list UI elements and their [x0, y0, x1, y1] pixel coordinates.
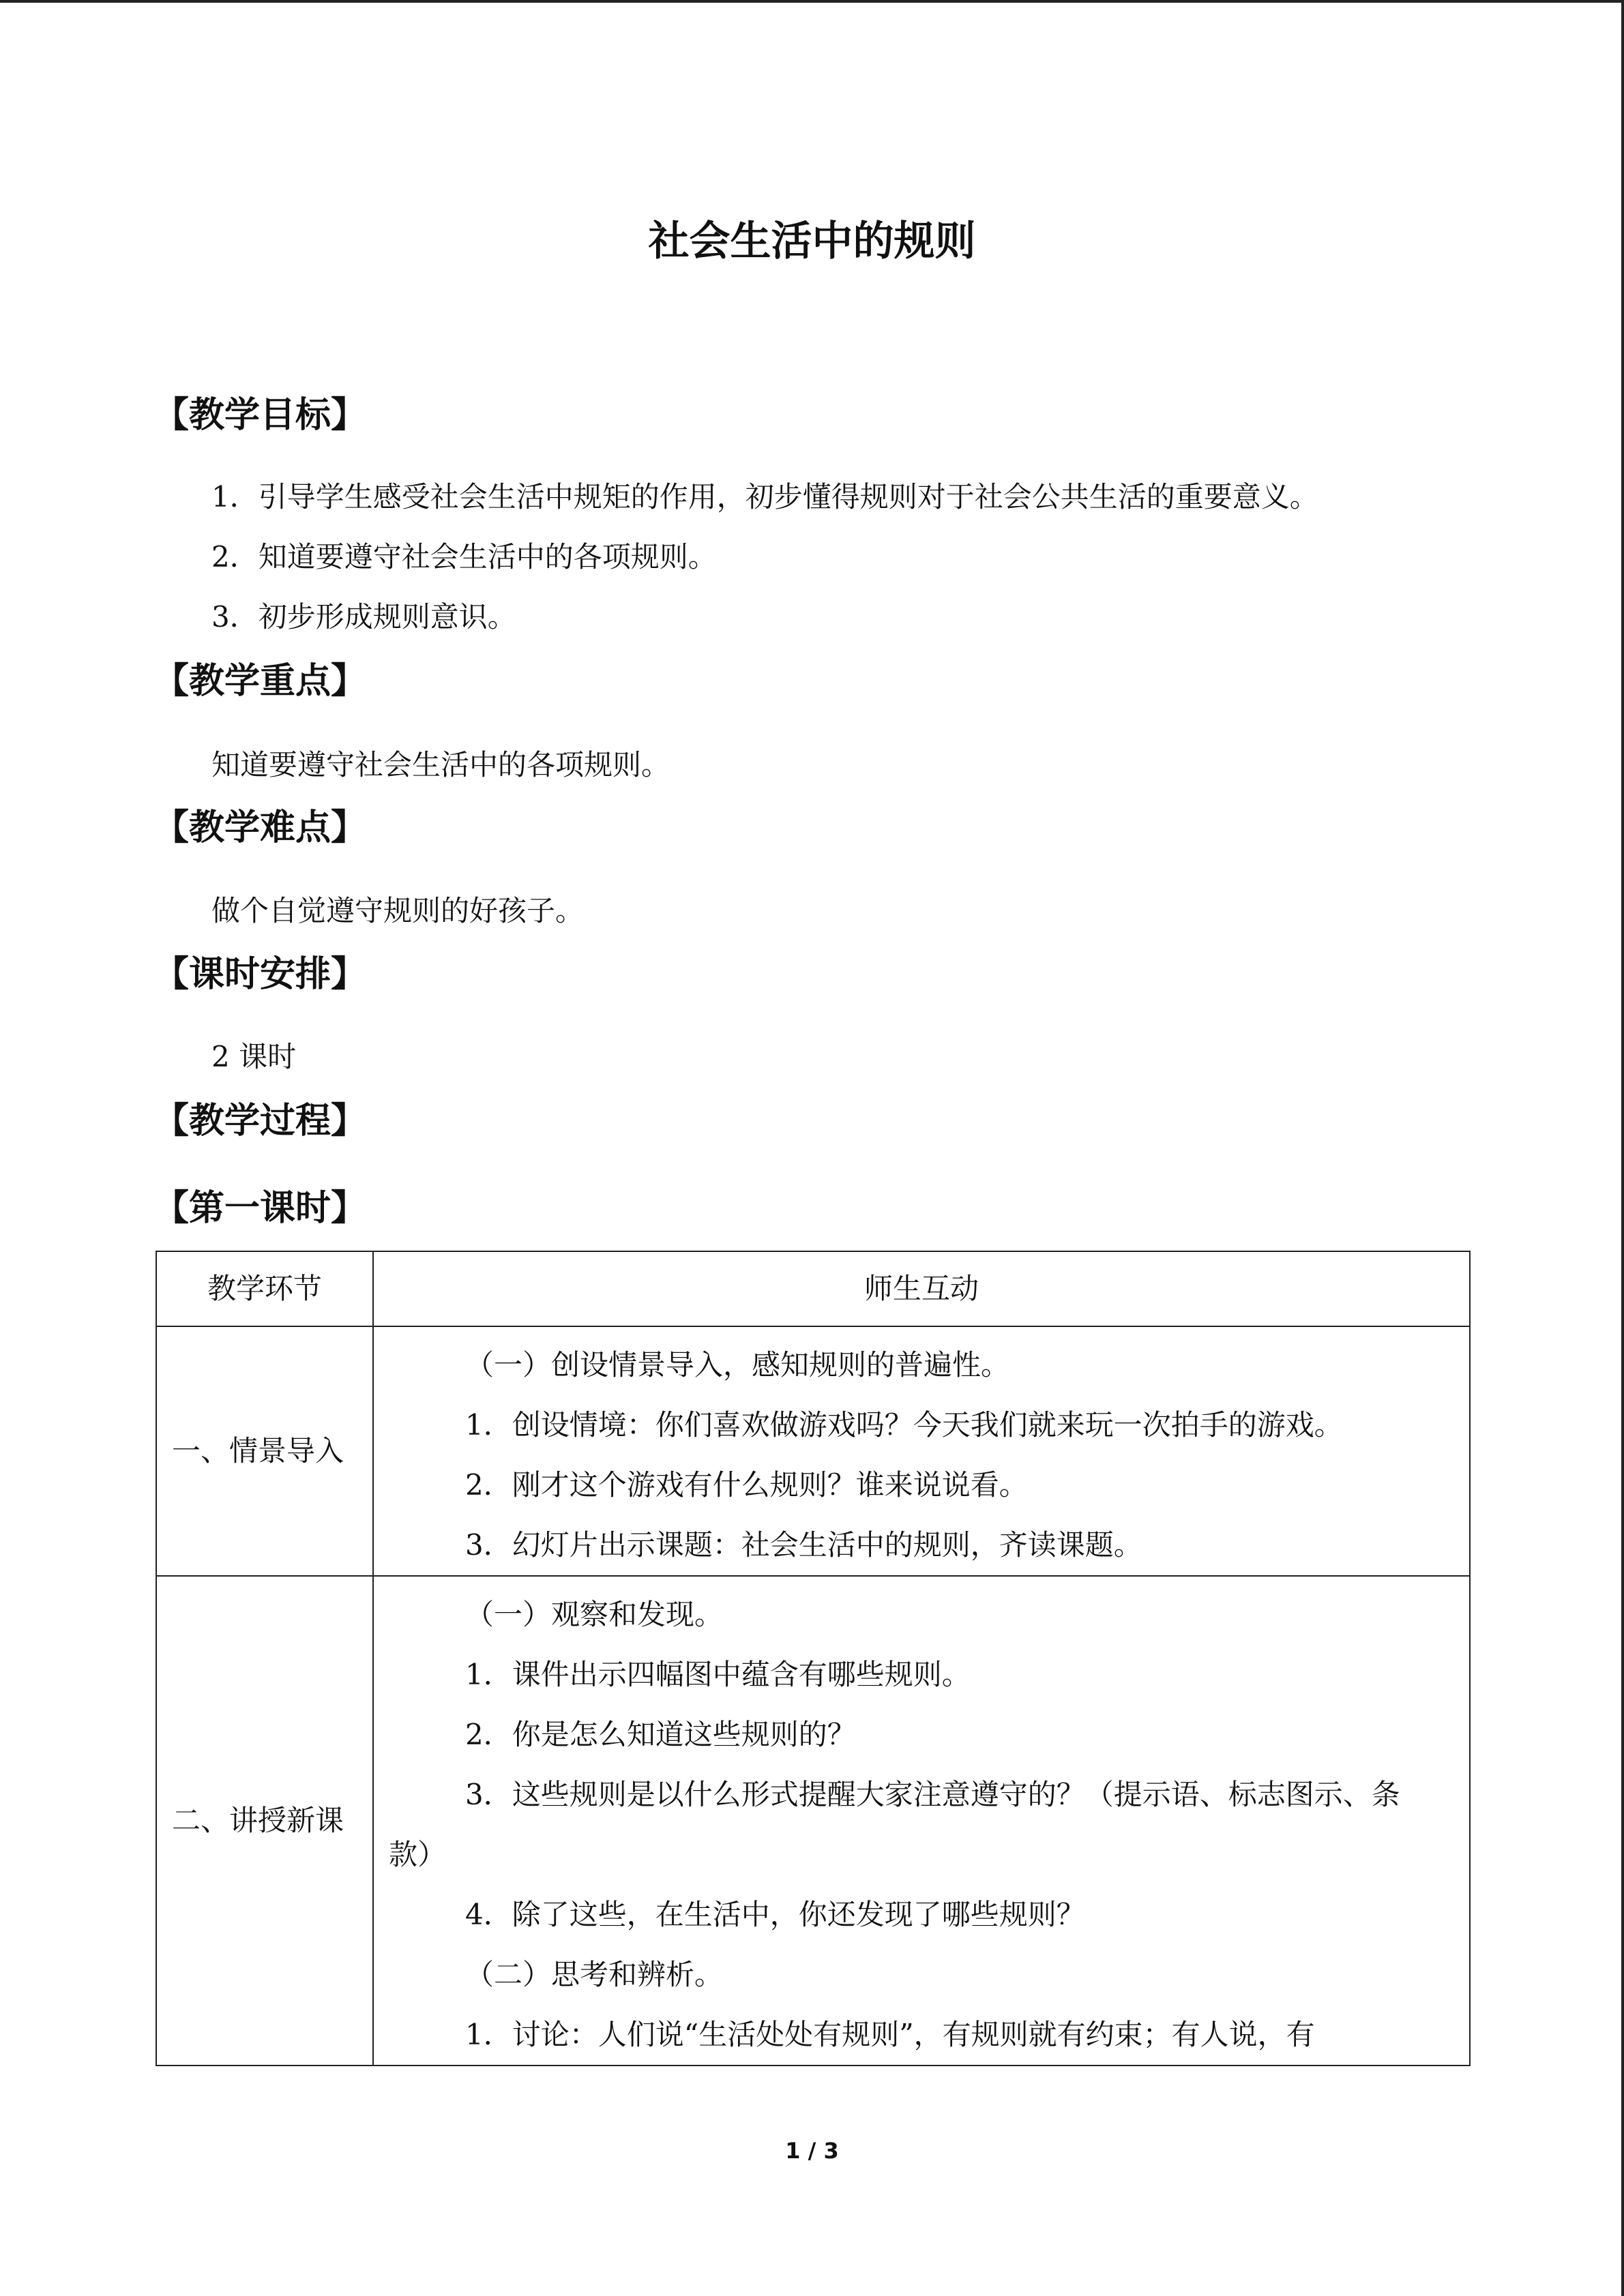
table-header-step: 教学环节: [156, 1251, 373, 1326]
page-indicator: 1 / 3: [785, 2138, 839, 2164]
table-header-interaction: 师生互动: [373, 1251, 1470, 1326]
table-interaction-cell: [373, 1326, 1470, 1576]
interaction-line: 3．这些规则是以什么形式提醒大家注意遵守的？（提示语、标志图示、条款）: [389, 1778, 1400, 1871]
interaction-line: 1．课件出示四幅图中蕴含有哪些规则。: [465, 1658, 971, 1691]
section-heading-first-lesson: 【第一课时】: [153, 1188, 367, 1229]
table-step-cell: 一、情景导入: [156, 1326, 373, 1576]
table-row: [156, 1326, 1470, 1576]
goal-item: 2．知道要遵守社会生活中的各项规则。: [211, 540, 717, 573]
difficulties-text: 做个自觉遵守规则的好孩子。: [211, 894, 585, 927]
interaction-line: 2．你是怎么知道这些规则的？: [465, 1718, 856, 1751]
interaction-line: 2．刚才这个游戏有什么规则？谁来说说看。: [465, 1468, 1028, 1502]
table-header-row: [156, 1251, 1470, 1326]
section-heading-key-points: 【教学重点】: [153, 661, 367, 702]
key-points-text: 知道要遵守社会生活中的各项规则。: [211, 748, 670, 781]
document-title: 社会生活中的规则: [648, 218, 976, 265]
interaction-line: 3．幻灯片出示课题：社会生活中的规则，齐读课题。: [465, 1528, 1142, 1562]
schedule-text: 2 课时: [211, 1040, 297, 1073]
interaction-line: （一）创设情景导入，感知规则的普遍性。: [465, 1348, 1010, 1382]
interaction-line: 1．创设情境：你们喜欢做游戏吗？今天我们就来玩一次拍手的游戏。: [465, 1408, 1343, 1442]
interaction-line: 1．讨论：人们说“生活处处有规则”，有规则就有约束；有人说，有: [465, 2018, 1315, 2051]
interaction-line: （一）观察和发现。: [465, 1598, 724, 1631]
lesson-table: [156, 1251, 1471, 2066]
table-interaction-cell: [373, 1576, 1470, 2066]
goal-item: 1．引导学生感受社会生活中规矩的作用，初步懂得规则对于社会公共生活的重要意义。: [211, 480, 1318, 513]
table-row: [156, 1576, 1470, 2066]
interaction-line: 4．除了这些，在生活中，你还发现了哪些规则？: [465, 1898, 1085, 1931]
table-step-cell: 二、讲授新课: [156, 1576, 373, 2066]
section-heading-schedule: 【课时安排】: [153, 954, 367, 995]
interaction-line: （二）思考和辨析。: [465, 1958, 724, 1991]
goal-item: 3．初步形成规则意识。: [211, 600, 516, 633]
section-heading-process: 【教学过程】: [153, 1101, 367, 1142]
section-heading-difficulties: 【教学难点】: [153, 807, 367, 848]
section-heading-goals: 【教学目标】: [153, 395, 367, 436]
